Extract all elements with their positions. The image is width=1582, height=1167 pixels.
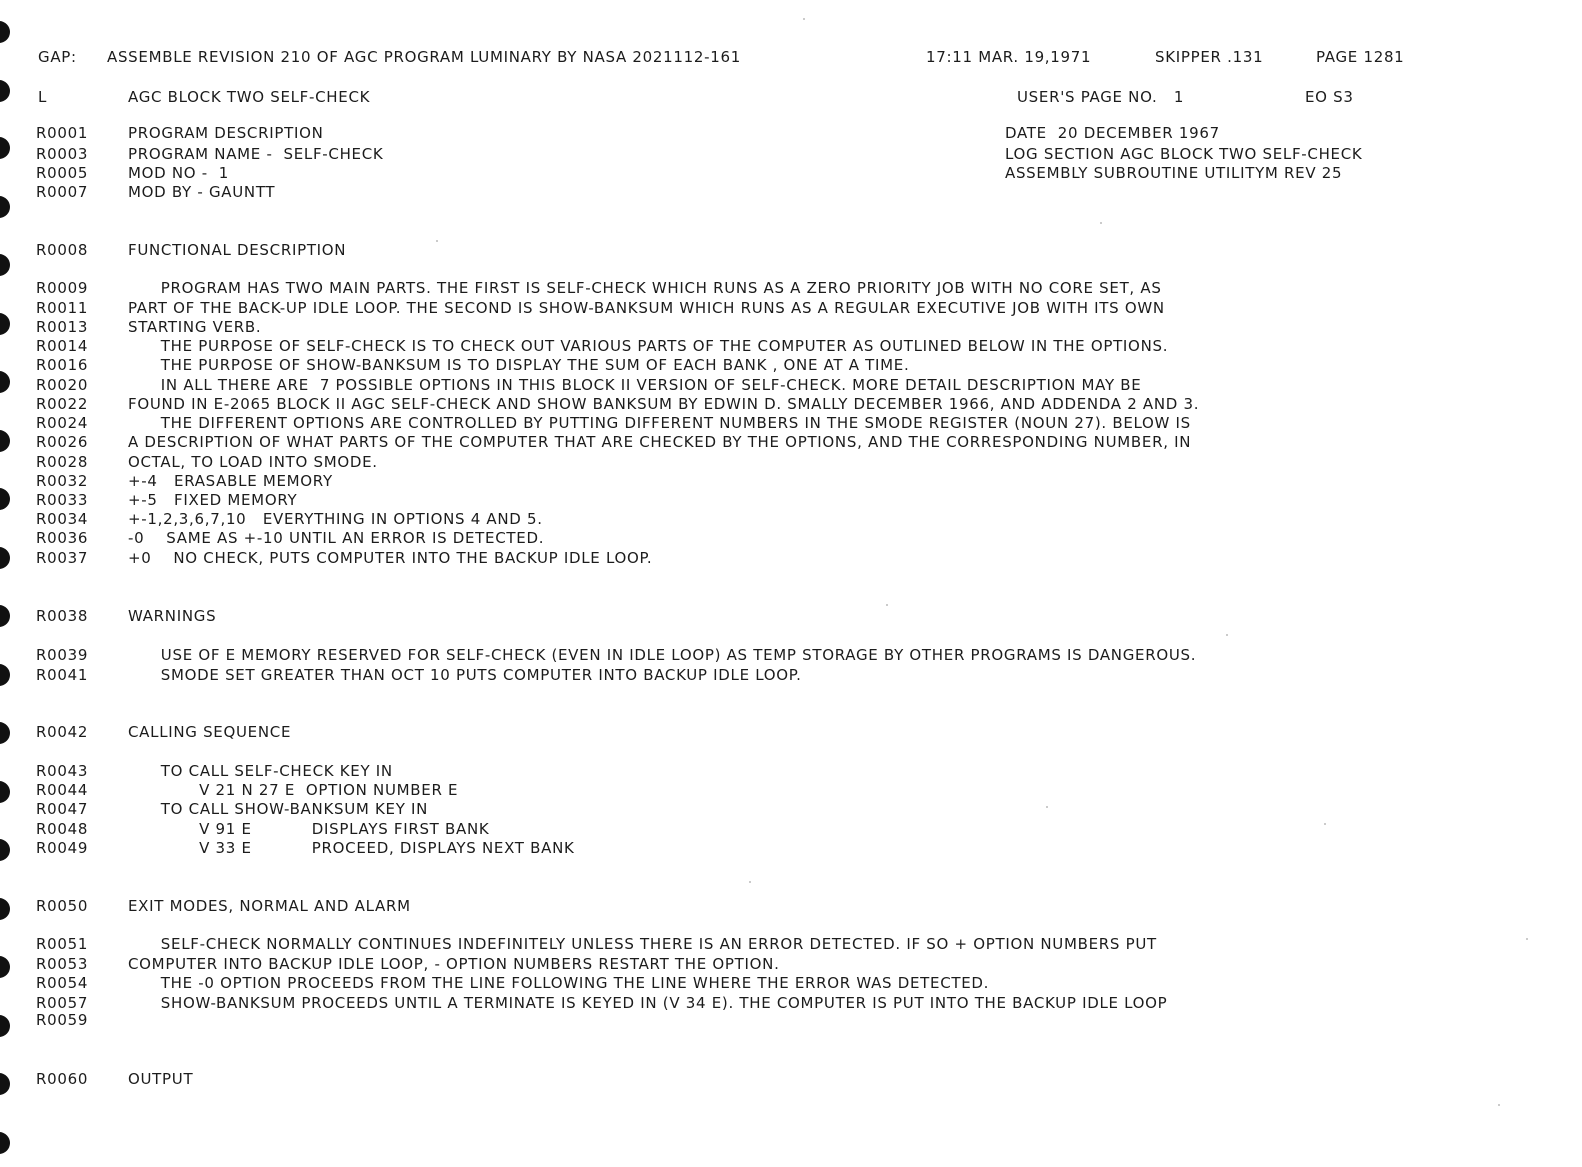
section-heading: WARNINGS <box>128 607 217 625</box>
line-marker: L <box>38 88 48 106</box>
section-heading: CALLING SEQUENCE <box>128 723 292 741</box>
program-name: PROGRAM NAME - SELF-CHECK <box>128 145 384 163</box>
exit-line: SHOW-BANKSUM PROCEEDS UNTIL A TERMINATE IS KEYED IN (V 34 E). THE COMPUTER IS PUT INTO THE BACKUP IDLE LOOP <box>128 994 1168 1012</box>
users-page-number: USER'S PAGE NO. 1 <box>1017 88 1185 106</box>
calling-line: V 91 E DISPLAYS FIRST BANK <box>128 820 490 838</box>
warning-line: SMODE SET GREATER THAN OCT 10 PUTS COMPUTER INTO BACKUP IDLE LOOP. <box>128 666 802 684</box>
log-section: LOG SECTION AGC BLOCK TWO SELF-CHECK <box>1005 145 1363 163</box>
feed-hole <box>0 605 10 627</box>
feed-hole <box>0 196 10 218</box>
program-description-label: PROGRAM DESCRIPTION <box>128 124 324 142</box>
line-number: R0047 <box>36 800 89 818</box>
description-line: THE PURPOSE OF SHOW-BANKSUM IS TO DISPLAY THE SUM OF EACH BANK , ONE AT A TIME. <box>128 356 910 374</box>
feed-hole <box>0 1015 10 1037</box>
line-number: R0026 <box>36 433 89 451</box>
line-number: R0009 <box>36 279 89 297</box>
line-number: R0028 <box>36 453 89 471</box>
program-date: DATE 20 DECEMBER 1967 <box>1005 124 1220 142</box>
description-line: OCTAL, TO LOAD INTO SMODE. <box>128 453 378 471</box>
line-number: R0008 <box>36 241 89 259</box>
page-number: PAGE 1281 <box>1316 48 1405 66</box>
description-line: FOUND IN E-2065 BLOCK II AGC SELF-CHECK AND SHOW BANKSUM BY EDWIN D. SMALLY DECEMBER 1966, AND ADDENDA 2 AND 3. <box>128 395 1200 413</box>
feed-hole <box>0 1132 10 1154</box>
skipper-label: SKIPPER .131 <box>1155 48 1264 66</box>
line-number: R0049 <box>36 839 89 857</box>
calling-line: V 21 N 27 E OPTION NUMBER E <box>128 781 459 799</box>
line-number: R0007 <box>36 183 89 201</box>
mod-author: MOD BY - GAUNTT <box>128 183 276 201</box>
line-number: R0024 <box>36 414 89 432</box>
line-number: R0053 <box>36 955 89 973</box>
calling-line: TO CALL SHOW-BANKSUM KEY IN <box>128 800 429 818</box>
log-title: AGC BLOCK TWO SELF-CHECK <box>128 88 371 106</box>
feed-hole <box>0 137 10 159</box>
feed-hole <box>0 80 10 102</box>
option-line: +0 NO CHECK, PUTS COMPUTER INTO THE BACKUP IDLE LOOP. <box>128 549 653 567</box>
line-number: R0020 <box>36 376 89 394</box>
section-heading: OUTPUT <box>128 1070 194 1088</box>
feed-hole <box>0 488 10 510</box>
feed-hole <box>0 1073 10 1095</box>
line-number: R0054 <box>36 974 89 992</box>
feed-hole <box>0 430 10 452</box>
exit-line: THE -0 OPTION PROCEEDS FROM THE LINE FOLLOWING THE LINE WHERE THE ERROR WAS DETECTED. <box>128 974 990 992</box>
line-number: R0033 <box>36 491 89 509</box>
option-line: +-1,2,3,6,7,10 EVERYTHING IN OPTIONS 4 AND 5. <box>128 510 543 528</box>
line-number: R0048 <box>36 820 89 838</box>
description-line: IN ALL THERE ARE 7 POSSIBLE OPTIONS IN THIS BLOCK II VERSION OF SELF-CHECK. MORE DETAIL DESCRIPTION MAY BE <box>128 376 1142 394</box>
feed-hole <box>0 254 10 276</box>
section-heading: EXIT MODES, NORMAL AND ALARM <box>128 897 411 915</box>
line-number: R0014 <box>36 337 89 355</box>
line-number: R0059 <box>36 1011 89 1029</box>
feed-hole <box>0 664 10 686</box>
line-number: R0013 <box>36 318 89 336</box>
assembly-line: ASSEMBLE REVISION 210 OF AGC PROGRAM LUMINARY BY NASA 2021112-161 <box>107 48 741 66</box>
option-line: +-4 ERASABLE MEMORY <box>128 472 333 490</box>
exit-line: COMPUTER INTO BACKUP IDLE LOOP, - OPTION NUMBERS RESTART THE OPTION. <box>128 955 780 973</box>
feed-hole <box>0 547 10 569</box>
line-number: R0057 <box>36 994 89 1012</box>
description-line: STARTING VERB. <box>128 318 262 336</box>
feed-hole <box>0 898 10 920</box>
print-timestamp: 17:11 MAR. 19,1971 <box>926 48 1092 66</box>
description-line: THE PURPOSE OF SELF-CHECK IS TO CHECK OUT VARIOUS PARTS OF THE COMPUTER AS OUTLINED BELOW IN THE OPTIONS. <box>128 337 1169 355</box>
line-number: R0037 <box>36 549 89 567</box>
description-line: THE DIFFERENT OPTIONS ARE CONTROLLED BY PUTTING DIFFERENT NUMBERS IN THE SMODE REGISTER (NOUN 27). BELOW IS <box>128 414 1191 432</box>
option-line: +-5 FIXED MEMORY <box>128 491 298 509</box>
line-number: R0050 <box>36 897 89 915</box>
warning-line: USE OF E MEMORY RESERVED FOR SELF-CHECK (EVEN IN IDLE LOOP) AS TEMP STORAGE BY OTHER PROGRAMS IS DANGEROUS. <box>128 646 1197 664</box>
line-number: R0038 <box>36 607 89 625</box>
eo-label: EO S3 <box>1305 88 1354 106</box>
feed-hole <box>0 839 10 861</box>
section-heading: FUNCTIONAL DESCRIPTION <box>128 241 347 259</box>
mod-number: MOD NO - 1 <box>128 164 230 182</box>
description-line: PROGRAM HAS TWO MAIN PARTS. THE FIRST IS SELF-CHECK WHICH RUNS AS A ZERO PRIORITY JOB WITH NO CORE SET, AS <box>128 279 1162 297</box>
feed-hole <box>0 21 10 43</box>
line-number: R0003 <box>36 145 89 163</box>
feed-hole <box>0 371 10 393</box>
line-number: R0051 <box>36 935 89 953</box>
line-number: R0043 <box>36 762 89 780</box>
line-number: R0032 <box>36 472 89 490</box>
feed-hole <box>0 722 10 744</box>
calling-line: V 33 E PROCEED, DISPLAYS NEXT BANK <box>128 839 575 857</box>
line-number: R0036 <box>36 529 89 547</box>
line-number: R0001 <box>36 124 89 142</box>
line-number: R0005 <box>36 164 89 182</box>
assembly-subroutine: ASSEMBLY SUBROUTINE UTILITYM REV 25 <box>1005 164 1343 182</box>
feed-hole <box>0 956 10 978</box>
line-number: R0042 <box>36 723 89 741</box>
line-number: R0011 <box>36 299 89 317</box>
line-number: R0034 <box>36 510 89 528</box>
line-number: R0060 <box>36 1070 89 1088</box>
line-number: R0016 <box>36 356 89 374</box>
line-number: R0022 <box>36 395 89 413</box>
description-line: A DESCRIPTION OF WHAT PARTS OF THE COMPUTER THAT ARE CHECKED BY THE OPTIONS, AND THE CORRESPONDING NUMBER, IN <box>128 433 1192 451</box>
feed-hole <box>0 313 10 335</box>
feed-hole <box>0 781 10 803</box>
description-line: PART OF THE BACK-UP IDLE LOOP. THE SECOND IS SHOW-BANKSUM WHICH RUNS AS A REGULAR EXECUTIVE JOB WITH ITS OWN <box>128 299 1165 317</box>
exit-line: SELF-CHECK NORMALLY CONTINUES INDEFINITELY UNLESS THERE IS AN ERROR DETECTED. IF SO + OPTION NUMBERS PUT <box>128 935 1157 953</box>
line-number: R0044 <box>36 781 89 799</box>
option-line: -0 SAME AS +-10 UNTIL AN ERROR IS DETECTED. <box>128 529 545 547</box>
line-number: R0041 <box>36 666 89 684</box>
gap-label: GAP: <box>38 48 77 66</box>
calling-line: TO CALL SELF-CHECK KEY IN <box>128 762 393 780</box>
line-number: R0039 <box>36 646 89 664</box>
